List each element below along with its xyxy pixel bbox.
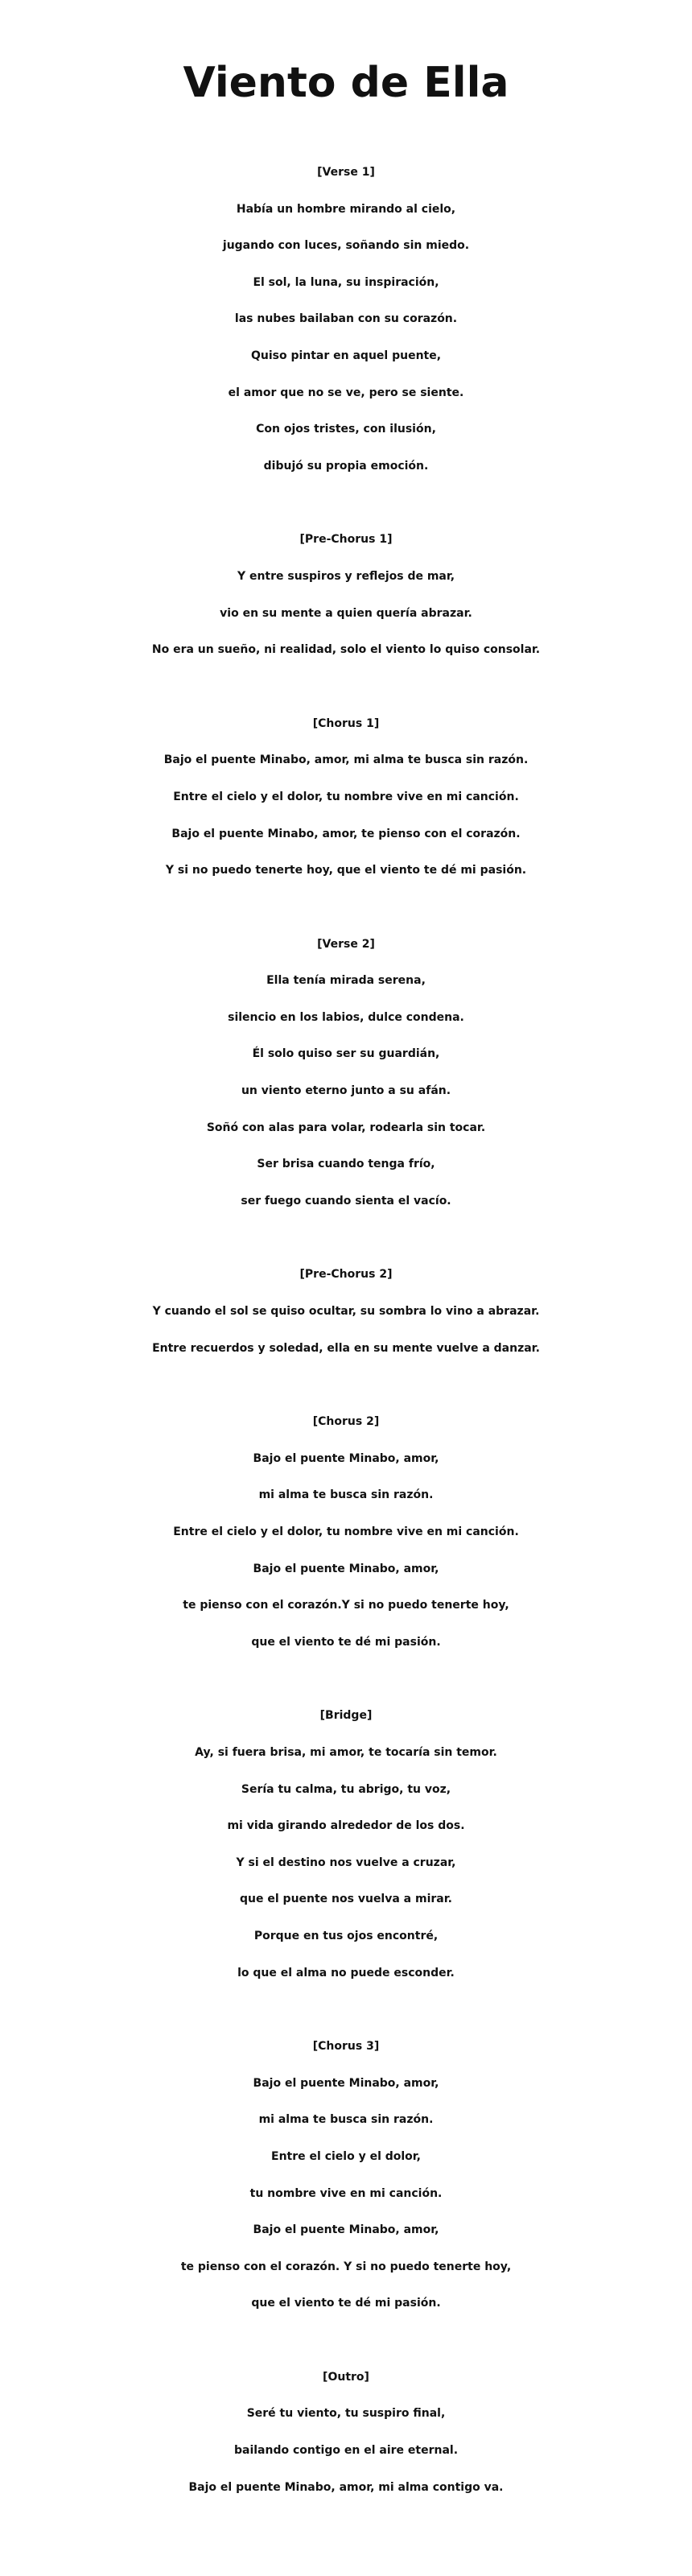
- lyric-line: Y cuando el sol se quiso ocultar, su sombra lo vino a abrazar.: [152, 1305, 540, 1319]
- lyric-line: Ella tenía mirada serena,: [266, 974, 426, 988]
- lyric-line: que el viento te dé mi pasión.: [251, 1635, 441, 1649]
- lyric-line: mi alma te busca sin razón.: [258, 2113, 434, 2127]
- lyric-line: lo que el alma no puede esconder.: [237, 1966, 455, 1979]
- lyric-line: dibujó su propia emoción.: [263, 459, 429, 473]
- lyric-line: Sería tu calma, tu abrigo, tu voz,: [241, 1782, 451, 1796]
- lyric-line: Ser brisa cuando tenga frío,: [257, 1158, 435, 1171]
- lyric-line: Bajo el puente Minabo, amor,: [253, 1451, 439, 1465]
- lyric-line: Bajo el puente Minabo, amor, mi alma contigo va.: [188, 2480, 504, 2494]
- lyric-line: vio en su mente a quien quería abrazar.: [220, 606, 472, 620]
- lyric-line: Ay, si fuera brisa, mi amor, te tocaría sin temor.: [195, 1745, 497, 1759]
- lyric-line: te pienso con el corazón.Y si no puedo tenerte hoy,: [183, 1599, 509, 1612]
- lyric-line: que el puente nos vuelva a mirar.: [240, 1893, 452, 1906]
- lyric-line: Bajo el puente Minabo, amor,: [253, 2223, 439, 2237]
- lyric-line: Entre el cielo y el dolor, tu nombre vive en mi canción.: [173, 1525, 519, 1538]
- lyric-line: Bajo el puente Minabo, amor, mi alma te busca sin razón.: [163, 753, 529, 767]
- lyric-line: silencio en los labios, dulce condena.: [228, 1010, 464, 1024]
- section-label: [Chorus 3]: [312, 2040, 380, 2054]
- lyric-line: El sol, la luna, su inspiración,: [253, 275, 439, 289]
- lyrics-section: [0, 1257, 692, 1367]
- lyric-line: mi alma te busca sin razón.: [258, 1488, 434, 1502]
- lyrics-section: [0, 155, 692, 485]
- lyric-line: Entre recuerdos y soledad, ella en su mente vuelve a danzar.: [152, 1341, 540, 1355]
- lyric-line: Bajo el puente Minabo, amor,: [253, 1562, 439, 1575]
- lyric-line: jugando con luces, soñando sin miedo.: [222, 239, 470, 253]
- section-label: [Verse 1]: [317, 166, 375, 179]
- lyric-line: las nubes bailaban con su corazón.: [234, 312, 458, 326]
- section-label: [Outro]: [323, 2370, 369, 2384]
- lyric-line: Bajo el puente Minabo, amor, te pienso con el corazón.: [171, 827, 521, 840]
- lyric-line: ser fuego cuando sienta el vacío.: [241, 1194, 451, 1208]
- lyric-line: Había un hombre mirando al cielo,: [236, 202, 456, 216]
- lyrics-section: [0, 927, 692, 1220]
- section-label: [Verse 2]: [317, 937, 375, 951]
- lyric-line: Entre el cielo y el dolor,: [271, 2149, 421, 2163]
- lyrics-section: [0, 706, 692, 890]
- lyric-line: Y si el destino nos vuelve a cruzar,: [236, 1856, 456, 1869]
- lyric-line: bailando contigo en el aire eternal.: [233, 2444, 459, 2458]
- lyric-line: Soñó con alas para volar, rodearla sin tocar.: [206, 1121, 486, 1134]
- lyric-line: Entre el cielo y el dolor, tu nombre vive en mi canción.: [173, 790, 519, 803]
- lyric-line: el amor que no se ve, pero se siente.: [228, 386, 464, 399]
- lyric-line: un viento eterno junto a su afán.: [241, 1084, 451, 1098]
- lyric-line: Y entre suspiros y reflejos de mar,: [237, 569, 455, 583]
- lyrics-section: [0, 1698, 692, 1992]
- lyrics-section: [0, 522, 692, 668]
- song-title: Viento de Ella: [183, 59, 509, 107]
- lyric-line: que el viento te dé mi pasión.: [251, 2297, 441, 2310]
- section-label: [Chorus 2]: [312, 1415, 380, 1429]
- lyrics-body: [0, 155, 692, 2506]
- lyric-line: Bajo el puente Minabo, amor,: [253, 2076, 439, 2090]
- section-label: [Pre-Chorus 2]: [299, 1268, 393, 1282]
- lyrics-section: [0, 2359, 692, 2506]
- lyric-line: Con ojos tristes, con ilusión,: [256, 423, 436, 436]
- lyric-line: Él solo quiso ser su guardián,: [252, 1047, 440, 1061]
- lyric-line: No era un sueño, ni realidad, solo el viento lo quiso consolar.: [151, 643, 541, 657]
- section-label: [Chorus 1]: [312, 716, 380, 730]
- lyric-line: Y si no puedo tenerte hoy, que el viento te dé mi pasión.: [165, 864, 527, 877]
- lyric-line: Seré tu viento, tu suspiro final,: [246, 2407, 446, 2421]
- lyrics-section: [0, 2029, 692, 2322]
- lyric-line: mi vida girando alrededor de los dos.: [227, 1819, 465, 1833]
- lyric-line: Porque en tus ojos encontré,: [253, 1929, 439, 1942]
- section-label: [Bridge]: [319, 1709, 373, 1723]
- lyric-line: Quiso pintar en aquel puente,: [250, 349, 442, 362]
- lyrics-section: [0, 1404, 692, 1661]
- section-label: [Pre-Chorus 1]: [299, 533, 393, 547]
- lyric-line: te pienso con el corazón. Y si no puedo tenerte hoy,: [180, 2260, 512, 2273]
- lyric-line: tu nombre vive en mi canción.: [249, 2186, 443, 2200]
